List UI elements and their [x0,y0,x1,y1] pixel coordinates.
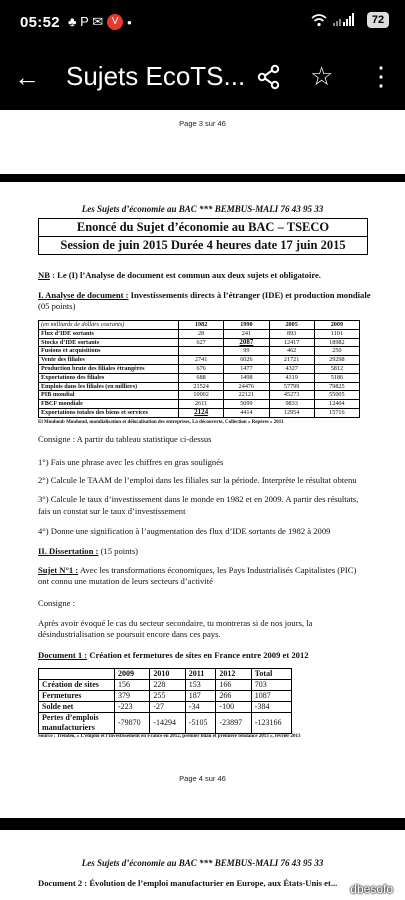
table-cell: 22121 [224,391,269,400]
table-row [39,364,360,373]
table-cell: 2611 [179,400,224,409]
table-cell: 10002 [179,391,224,400]
table-cell: 21721 [269,356,314,365]
table-cell: 228 [150,680,185,691]
question-3a: 3°) Calcule le taux d’investissement dans le monde en 1982 et en 2009. A partir des résultats, [38,494,359,504]
table-row-label: Exportations des filiales [39,373,179,382]
favorite-button[interactable] [310,62,333,90]
table-cell: 21524 [179,382,224,391]
table-cell: 4327 [269,364,314,373]
notification-icons [68,14,132,30]
table-row [39,713,292,734]
table-header-row [39,321,360,330]
section2-heading [38,546,138,557]
document1-heading [38,650,383,661]
table-row [39,338,360,347]
table-cell: -384 [251,702,291,713]
table-cell: 627 [179,338,224,347]
table-cell: 4414 [224,408,269,417]
table-header-cell: 1990 [224,321,269,330]
dot-icon: • [127,14,132,30]
table-row [39,691,292,702]
table-cell: 5099 [224,400,269,409]
table-cell: 79825 [314,382,359,391]
table-cell: -100 [216,702,251,713]
more-vert-icon: ⋮ [368,61,394,91]
nb-note: NB : Le (I) l’Analyse de document est commun aux deux sujets et obligatoire. [38,270,321,280]
table-cell: -23897 [216,713,251,734]
table-cell: 166 [216,680,251,691]
previous-page [0,110,405,174]
table-row-label: Création de sites [39,680,115,691]
section2-prefix: II. Dissertation : [38,546,99,556]
star-icon: ☆ [310,61,334,91]
notification-badge-icon: V [107,14,123,30]
table-row-label: Production brute des filiales étrangères [39,364,179,373]
table-header-cell [39,669,115,680]
status-time: 05:52 [20,14,60,31]
table-row [39,347,360,356]
table-header-cell: 2005 [269,321,314,330]
table-cell: 153 [185,680,216,691]
table-cell: -223 [115,702,150,713]
sites-table [38,668,292,734]
table-cell: 12954 [269,408,314,417]
sujet1-text-a: Avec les transformations économiques, les Pays Industrialisés Capitalistes (PIC) [79,565,357,575]
question-4: 4°) Donne une signification à l’augmentation des flux d’IDE sortants de 1982 à 2009 [38,526,331,536]
exam-session: Session de juin 2015 Durée 4 heures date 17 juin 2015 [60,238,346,252]
table-cell: 187 [185,691,216,702]
section2-points: (15 points) [100,546,139,556]
table-cell [179,347,224,356]
document-page[interactable] [0,182,405,818]
system-icons [311,12,389,28]
table-cell: 266 [216,691,251,702]
section1-title: Investissements directs à l’étranger (IDE) et production mondiale [130,290,371,300]
consigne-2: Consigne : [38,598,76,608]
table-header-cell: 2010 [150,669,185,680]
table-row-label: Exportations totales des biens et services [39,408,179,417]
table-row-label: PIB mondial [39,391,179,400]
table-cell: 2741 [179,356,224,365]
table-row [39,329,360,338]
table-row [39,373,360,382]
table-cell: 5812 [314,364,359,373]
sujet1-label: Sujet N°1 : [38,565,79,575]
more-options-button[interactable] [368,61,394,92]
document2-heading: Document 2 : Évolution de l’emploi manufacturier en Europe, aux États-Unis et... [38,878,338,888]
question-3b: fais un constat sur le taux d’investissement [38,506,186,516]
document-title: Sujets EcoTS... [66,61,246,91]
table-cell: 462 [269,347,314,356]
notification-app-icons: ♣ P ✉ [68,14,104,29]
table-cell: 893 [269,329,314,338]
exam-title: Enoncé du Sujet d’économie au BAC – TSECO [39,219,367,237]
section1-prefix: I. Analyse de document : [38,290,129,300]
table1-source: El Mouhoub Mouhoud, mondialisation et délocalisation des entreprises, La découverte, Collection « Repères » 2011 [38,420,284,425]
table-cell: -123166 [251,713,291,734]
table-cell: 6026 [224,356,269,365]
question-2: 2°) Calcule le TAAM de l’emploi dans les filiales sur la période. Interprète le résultat obtenu [38,475,357,485]
table-cell: -79870 [115,713,150,734]
table-row-label: Fermetures [39,691,115,702]
consigne-2-text-a: Après avoir évoqué le cas du secteur secondaire, tu montreras si de nos jours, la [38,618,313,628]
sujet1-text-b: ont connu une mutation de leurs secteurs d’activité [38,576,213,586]
page-number-3: Page 3 sur 46 [179,119,226,128]
page-separator-2 [0,818,405,830]
sujet1 [38,565,383,576]
table-cell: 1498 [224,373,269,382]
table-row-label: Pertes d’emplois manufacturiers [39,713,115,734]
table-row-label: Emplois dans les filiales (en milliers) [39,382,179,391]
table-header-cell: 2012 [216,669,251,680]
table-row [39,680,292,691]
table-row-label: FBCF mondiale [39,400,179,409]
table-cell: -5105 [185,713,216,734]
table-cell: -27 [150,702,185,713]
table-cell: 55005 [314,391,359,400]
table-cell: 45273 [269,391,314,400]
table-cell: 12417 [269,338,314,347]
table-cell: 29298 [314,356,359,365]
table-cell: 9833 [269,400,314,409]
ide-table [38,320,360,418]
table-cell: -34 [185,702,216,713]
table-cell: 156 [115,680,150,691]
table-header-cell: 2011 [185,669,216,680]
next-page[interactable] [0,830,405,900]
table-cell: 5186 [314,373,359,382]
table-row [39,391,360,400]
table-row-label: Solde net [39,702,115,713]
section1-heading [38,290,378,312]
table-cell: 57799 [269,382,314,391]
table-row [39,382,360,391]
table2-source: Source : Trendeo, « L’emploi et l’investissement en France en 2012, premier bilan et première tendance 2013 », février 2013 [38,734,301,739]
table-cell: -14294 [150,713,185,734]
table-cell: 250 [314,347,359,356]
table-header-cell: 2009 [314,321,359,330]
table-header-cell: 2009 [115,669,150,680]
wifi-icon [311,13,327,27]
table-row [39,356,360,365]
table-row [39,702,292,713]
watermark: dbesofo [350,882,393,896]
status-bar [0,0,405,44]
page-number-4: Page 4 sur 46 [179,774,226,783]
table-cell: 18982 [314,338,359,347]
table-cell: 241 [224,329,269,338]
page-header: Les Sujets d’économie au BAC *** BEMBUS-MALI 76 43 95 33 [81,204,324,214]
table-cell: 379 [115,691,150,702]
page2-header: Les Sujets d’économie au BAC *** BEMBUS-MALI 76 43 95 33 [81,858,324,868]
table-header-cell: Total [251,669,291,680]
table-cell: 255 [150,691,185,702]
app-bar [0,44,405,110]
table-cell: 24476 [224,382,269,391]
table-cell: 2087 [224,338,269,347]
table-row-label: Stocks d’IDE sortants [39,338,179,347]
table-header-cell: 1982 [179,321,224,330]
table-cell: 99 [224,347,269,356]
table-cell: 2124 [179,408,224,417]
arrow-left-icon: ← [14,62,40,92]
table-cell: 4319 [269,373,314,382]
back-button[interactable] [14,64,42,92]
signal-icon [333,13,361,27]
table-row-label: Fusions et acquisitions [39,347,179,356]
doc1-title: Création et fermetures de sites en France entre 2009 et 2012 [89,650,309,660]
table-cell: 1477 [224,364,269,373]
table-header-row [39,669,292,680]
table-row-label: Flux d’IDE sortants [39,329,179,338]
table-cell: 688 [179,373,224,382]
section1-points: (05 points) [38,301,76,311]
question-1: 1°) Fais une phrase avec les chiffres en gras soulignés [38,457,224,467]
table-cell: 1087 [251,691,291,702]
doc1-prefix: Document 1 : [38,650,88,660]
table-cell: 676 [179,364,224,373]
battery-icon: 72 [367,12,389,28]
table-row [39,408,360,417]
table-header-cell: (en milliards de dollars courants) [39,321,179,330]
share-button[interactable] [256,64,284,92]
table-row-label: Vente des filiales [39,356,179,365]
table-cell: 15716 [314,408,359,417]
exam-title-box [38,218,368,255]
table-cell: 28 [179,329,224,338]
consigne-1: Consigne : A partir du tableau statistique ci-dessus [38,434,212,444]
page-separator [0,174,405,182]
table-cell: 12404 [314,400,359,409]
consigne-2-text-b: désindustrialisation se poursuit encore dans ces pays. [38,629,221,639]
table-cell: 703 [251,680,291,691]
table-cell: 1101 [314,329,359,338]
share-icon [256,64,282,90]
